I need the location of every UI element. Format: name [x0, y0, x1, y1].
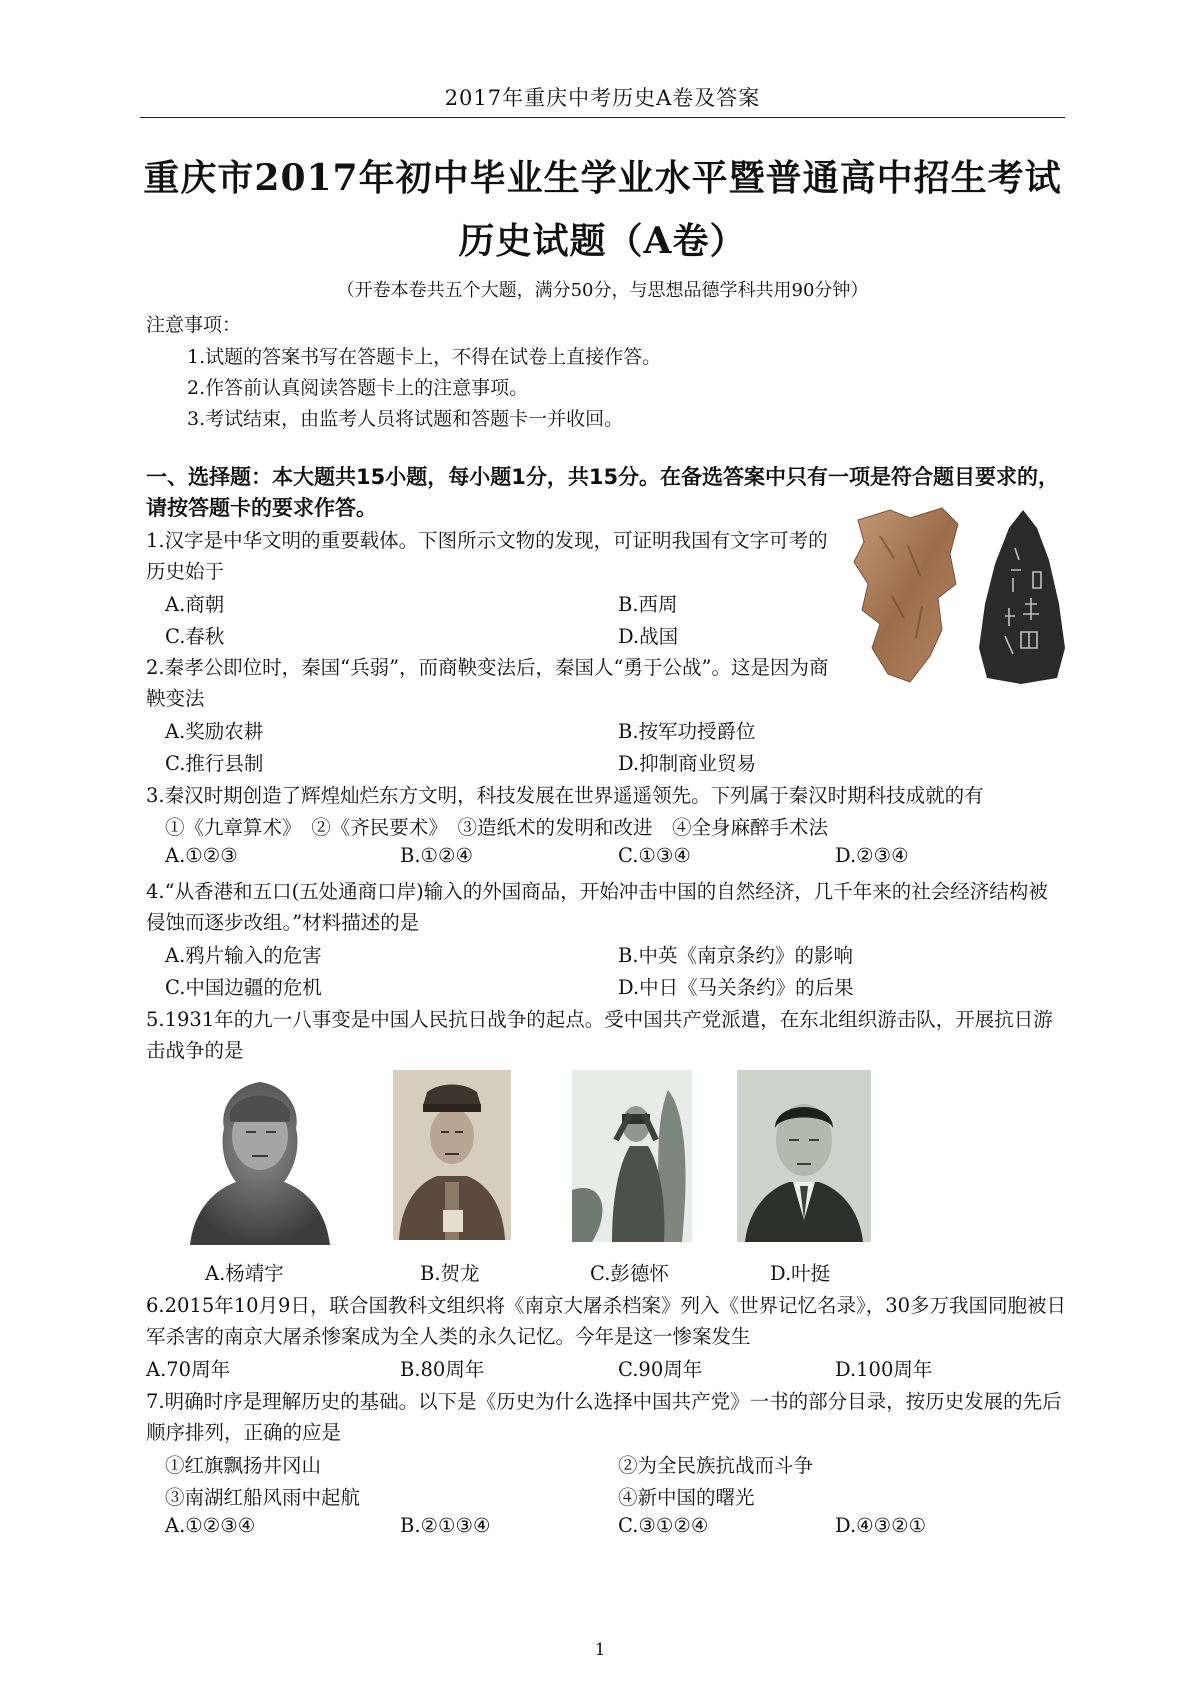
section-heading: 一、选择题：本大题共15小题，每小题1分，共15分。在备选答案中只有一项是符合题目要求的，请按答题卡的要求作答。 — [146, 465, 1060, 520]
portrait-caption: A.杨靖宇 — [205, 1262, 284, 1285]
note-item: 2.作答前认真阅读答题卡上的注意事项。 — [187, 377, 529, 399]
portrait-photo-b — [393, 1070, 511, 1240]
answer-option: A.鸦片输入的危害 — [165, 944, 322, 967]
answer-option: A.①②③④ — [165, 1514, 256, 1537]
oracle-bone-rubbing-image — [975, 508, 1067, 684]
answer-option: D.战国 — [618, 625, 679, 648]
notes-heading: 注意事项： — [146, 314, 242, 336]
portrait-photo-d — [737, 1070, 871, 1242]
running-header: 2017年重庆中考历史A卷及答案 — [444, 86, 761, 110]
exam-info: （开卷本卷共五个大题，满分50分，与思想品德学科共用90分钟） — [336, 280, 869, 301]
answer-option: D.中日《马关条约》的后果 — [618, 976, 854, 999]
answer-option: D.④③②① — [835, 1514, 927, 1537]
question-stem: 7.明确时序是理解历史的基础。以下是《历史为什么选择中国共产党》一书的部分目录，按历史发展的先后顺序排列，正确的应是 — [146, 1390, 1062, 1444]
answer-option: A.商朝 — [165, 593, 225, 616]
list-item: ②为全民族抗战而斗争 — [618, 1454, 814, 1477]
answer-option: C.春秋 — [165, 625, 225, 648]
answer-option: A.①②③ — [165, 844, 238, 867]
answer-option: B.按军功授爵位 — [618, 720, 756, 743]
list-item: ③南湖红船风雨中起航 — [165, 1486, 361, 1509]
answer-option: D.抑制商业贸易 — [618, 752, 757, 775]
header-divider — [140, 117, 1065, 118]
portrait-photo-c — [572, 1070, 692, 1242]
answer-option: B.中英《南京条约》的影响 — [618, 944, 854, 967]
portrait-caption: B.贺龙 — [420, 1262, 480, 1285]
question-stem: 3.秦汉时期创造了辉煌灿烂东方文明，科技发展在世界遥遥领先。下列属于秦汉时期科技成就的有 — [146, 784, 984, 807]
oracle-bone-fragment-image — [850, 506, 960, 684]
answer-option: A.奖励农耕 — [165, 720, 264, 743]
answer-option: C.③①②④ — [618, 1514, 709, 1537]
question-stem: 2.秦孝公即位时，秦国“兵弱”，而商鞅变法后，秦国人“勇于公战”。这是因为商鞅变法 — [146, 656, 829, 710]
answer-option: B.80周年 — [400, 1358, 485, 1381]
question-stem: 6.2015年10月9日，联合国教科文组织将《南京大屠杀档案》列入《世界记忆名录》，30多万我国同胞被日军杀害的南京大屠杀惨案成为全人类的永久记忆。今年是这一惨案发生 — [146, 1294, 1067, 1348]
portrait-photo-a — [180, 1070, 340, 1245]
question-stem: 1.汉字是中华文明的重要载体。下图所示文物的发现，可证明我国有文字可考的历史始于 — [146, 529, 828, 583]
note-item: 3.考试结束，由监考人员将试题和答题卡一并收回。 — [187, 408, 624, 430]
answer-option: D.100周年 — [835, 1358, 933, 1381]
page-number: 1 — [594, 1640, 606, 1660]
answer-option: D.②③④ — [835, 844, 909, 867]
question-stem: 4.“从香港和五口(五处通商口岸)输入的外国商品，开始冲击中国的自然经济，几千年来的社会经济结构被侵蚀而逐步改组。”材料描述的是 — [146, 880, 1048, 934]
answer-option: A.70周年 — [146, 1358, 231, 1381]
answer-option: C.①③④ — [618, 844, 691, 867]
exam-title: 重庆市2017年初中毕业生学业水平暨普通高中招生考试 — [143, 157, 1062, 199]
answer-option: C.中国边疆的危机 — [165, 976, 322, 999]
exam-subtitle: 历史试题（A卷） — [458, 220, 747, 262]
answer-option: C.90周年 — [618, 1358, 703, 1381]
answer-option: B.西周 — [618, 593, 678, 616]
list-item: ①红旗飘扬井冈山 — [165, 1454, 322, 1477]
list-item: ④新中国的曙光 — [618, 1486, 755, 1509]
note-item: 1.试题的答案书写在答题卡上，不得在试卷上直接作答。 — [187, 346, 662, 368]
answer-option: B.②①③④ — [400, 1514, 491, 1537]
portrait-caption: C.彭德怀 — [590, 1262, 669, 1285]
question-stem: 5.1931年的九一八事变是中国人民抗日战争的起点。受中国共产党派遣，在东北组织游击队，开展抗日游击战争的是 — [146, 1008, 1053, 1062]
question-items: ①《九章算术》 ②《齐民要术》 ③造纸术的发明和改进 ④全身麻醉手术法 — [165, 816, 829, 839]
answer-option: C.推行县制 — [165, 752, 264, 775]
answer-option: B.①②④ — [400, 844, 473, 867]
portrait-caption: D.叶挺 — [770, 1262, 831, 1285]
